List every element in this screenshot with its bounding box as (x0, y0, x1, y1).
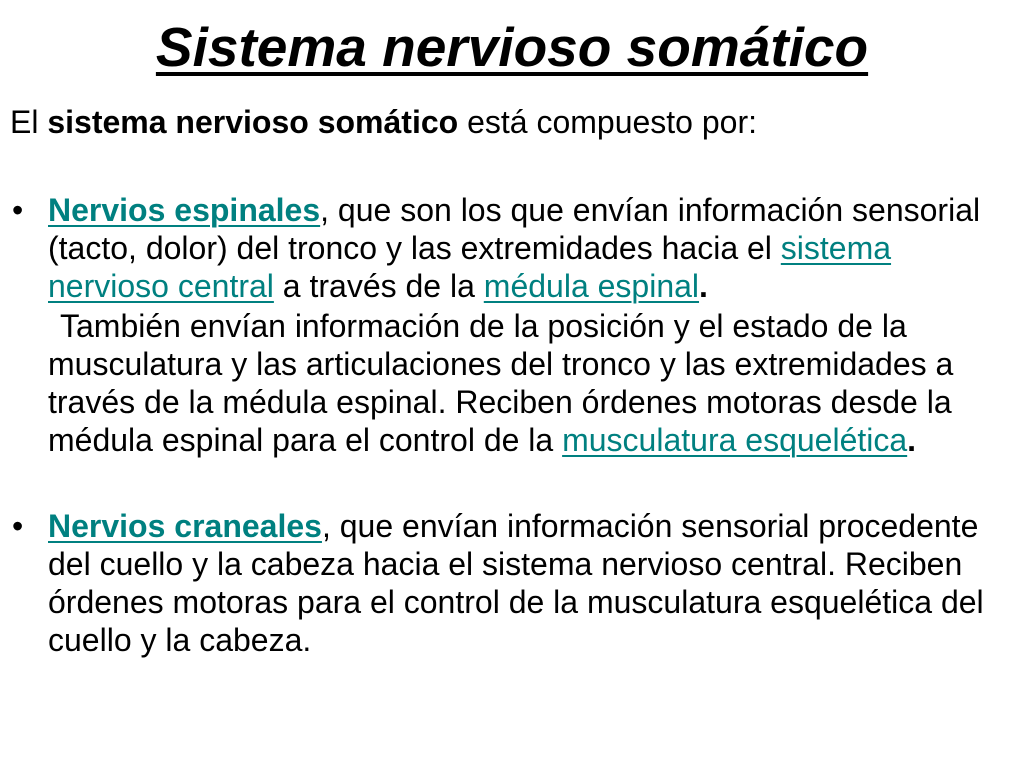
slide-title: Sistema nervioso somático (155, 16, 869, 78)
intro-bold-term: sistema nervioso somático (47, 104, 459, 140)
link-skeletal-musculature[interactable]: musculatura esquelética (562, 422, 908, 458)
cranial-nerves-text-1: , que envían información sensorial procedente del cuello y la cabeza hacia el sistema nervioso central. Reciben órdenes motoras para el control de la musculatura esquelética del cuello y la cabeza. (48, 508, 984, 658)
list-item-cranial-nerves (10, 507, 1014, 659)
bullet-marker: • (12, 508, 24, 544)
link-spinal-nerves[interactable]: Nervios espinales (48, 192, 321, 228)
bullet-marker: • (12, 192, 24, 228)
spinal-nerves-paragraph (48, 191, 1014, 305)
intro-text-before: El (10, 104, 48, 140)
intro-text-after: está compuesto por: (458, 104, 757, 140)
link-cranial-nerves[interactable]: Nervios craneales (48, 508, 322, 544)
intro-paragraph (10, 103, 1014, 141)
link-central-nervous-system[interactable]: sistema nervioso central (48, 230, 892, 304)
bullet-list (10, 191, 1014, 659)
spinal-nerves-continuation (48, 307, 1014, 459)
link-spinal-cord[interactable]: médula espinal (483, 268, 700, 304)
cranial-nerves-paragraph (48, 507, 1014, 659)
spinal-nerves-text-2: a través de la (273, 268, 484, 304)
slide-body (10, 103, 1014, 659)
list-item-spinal-nerves (10, 191, 1014, 459)
spinal-nerves-text-3: . (699, 268, 708, 304)
continuation-end: . (907, 422, 917, 458)
spinal-nerves-text-1: , que son los que envían información sensorial (tacto, dolor) del tronco y las extremidades hacia el (48, 192, 981, 266)
continuation-text: También envían información de la posición y el estado de la musculatura y las articulaciones del tronco y las extremidades a través de la médula espinal. Reciben órdenes motoras desde la médula espinal para el control de la (48, 308, 954, 458)
